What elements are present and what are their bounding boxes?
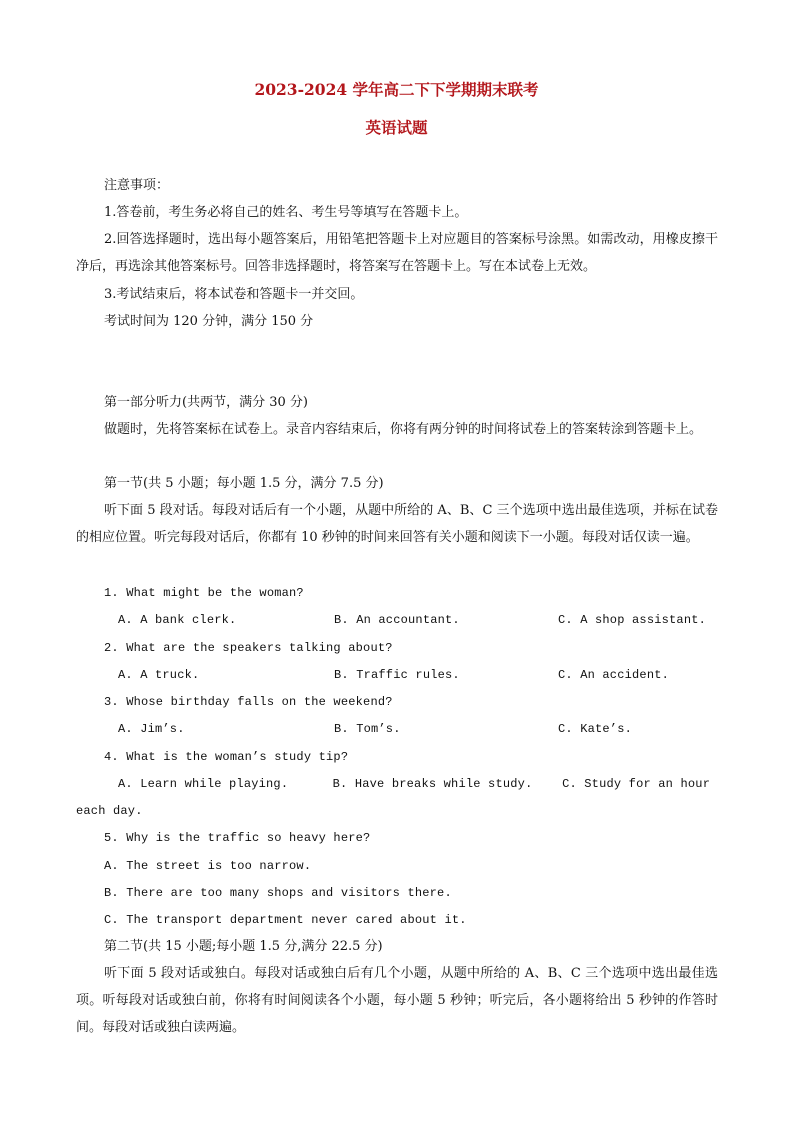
notice-item-2: 2.回答选择题时，选出每小题答案后，用铅笔把答题卡上对应题目的答案标号涂黑。如需改动，用橡皮擦干净后，再选涂其他答案标号。回答非选择题时，将答案写在答题卡上。写在本试卷上无效。 — [76, 232, 718, 274]
question-5-option-a: A. The street is too narrow. — [104, 859, 312, 873]
part1-heading: 第一部分听力(共两节，满分 30 分) — [104, 395, 308, 410]
question-1-options — [118, 607, 718, 634]
question-1: 1. What might be the woman? — [104, 586, 304, 600]
question-4-options-continued: each day. — [76, 804, 143, 818]
part1-intro: 做题时，先将答案标在试卷上。录音内容结束后，你将有两分钟的时间将试卷上的答案转涂到答题卡上。 — [104, 422, 703, 437]
option-b: B. An accountant. — [334, 613, 460, 627]
option-a: A. A bank clerk. — [118, 613, 237, 627]
notice-item-1: 1.答卷前，考生务必将自己的姓名、考生号等填写在答题卡上。 — [104, 205, 468, 220]
section2-heading: 第二节(共 15 小题;每小题 1.5 分,满分 22.5 分) — [104, 939, 383, 954]
option-c: C. An accident. — [558, 668, 670, 682]
option-b: B. Tom’s. — [334, 722, 401, 736]
section2-intro: 听下面 5 段对话或独白。每段对话或独白后有几个小题，从题中所给的 A、B、C 三个选项中选出最佳选项。听每段对话或独白前，你将有时间阅读各个小题，每小题 5 秒钟；听完后，各小题将给出 5 秒钟的作答时间。每段对话或独白读两遍。 — [76, 966, 718, 1035]
question-3: 3. Whose birthday falls on the weekend? — [104, 695, 393, 709]
page-title: 2023-2024 学年高二下下学期期末联考 — [254, 80, 539, 99]
question-2-options — [118, 662, 718, 689]
option-c: C. A shop assistant. — [558, 613, 707, 627]
option-b: B. Traffic rules. — [334, 668, 460, 682]
question-5-option-c: C. The transport department never cared about it. — [104, 913, 467, 927]
section1-intro: 听下面 5 段对话。每段对话后有一个小题，从题中所给的 A、B、C 三个选项中选出最佳选项，并标在试卷的相应位置。听完每段对话后，你都有 10 秒钟的时间来回答有关小题和阅读下一小题。每段对话仅读一遍。 — [76, 503, 718, 545]
question-5-option-b: B. There are too many shops and visitors there. — [104, 886, 452, 900]
option-c: C. Kate’s. — [558, 722, 633, 736]
option-a: A. A truck. — [118, 668, 200, 682]
question-5: 5. Why is the traffic so heavy here? — [104, 831, 371, 845]
question-2: 2. What are the speakers talking about? — [104, 641, 393, 655]
question-3-options — [118, 716, 718, 743]
notice-item-3: 3.考试结束后，将本试卷和答题卡一并交回。 — [104, 287, 364, 302]
exam-time-note: 考试时间为 120 分钟，满分 150 分 — [104, 314, 314, 329]
page-subtitle: 英语试题 — [365, 118, 428, 137]
option-a: A. Jim’s. — [118, 722, 185, 736]
question-4-options: A. Learn while playing. B. Have breaks while study. C. Study for an hour — [118, 777, 711, 791]
section1-heading: 第一节(共 5 小题；每小题 1.5 分，满分 7.5 分) — [104, 476, 384, 491]
notice-heading: 注意事项： — [104, 178, 170, 193]
question-4: 4. What is the woman’s study tip? — [104, 750, 349, 764]
